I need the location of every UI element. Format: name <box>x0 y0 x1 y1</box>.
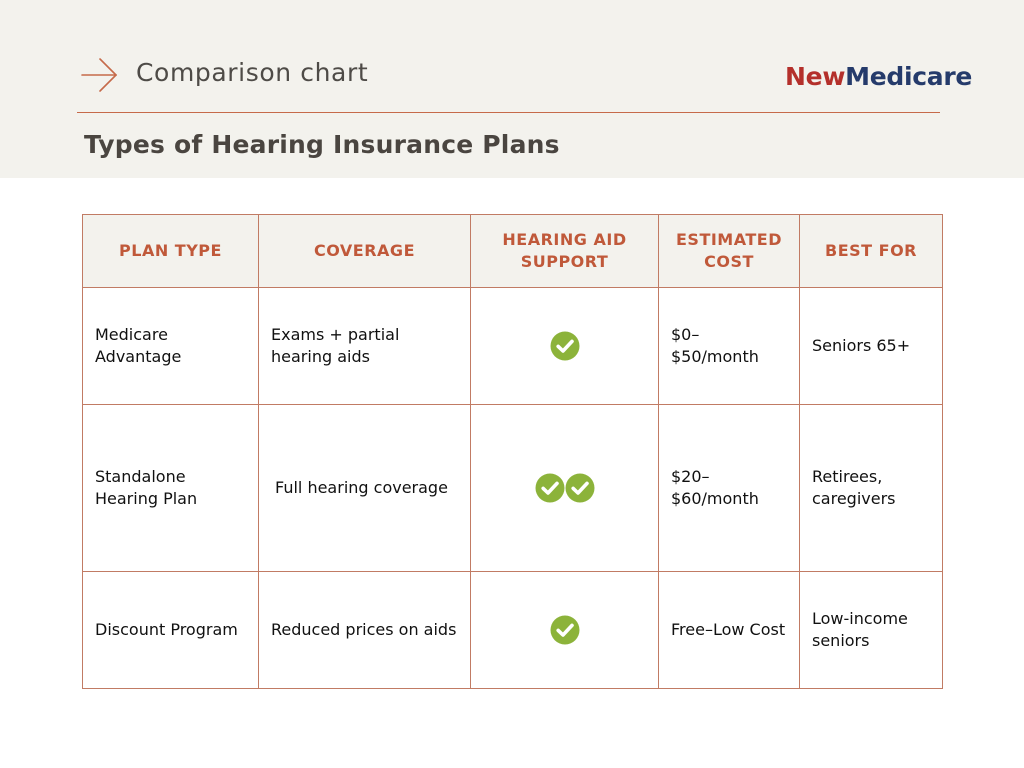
cell-hearing-aid-support <box>471 288 659 405</box>
table-row <box>83 405 943 572</box>
cell-plan-type: Standalone Hearing Plan <box>83 405 259 572</box>
cell-best-for: Seniors 65+ <box>800 288 943 405</box>
check-circle-icon <box>550 615 580 645</box>
check-circle-icon <box>550 331 580 361</box>
column-header-coverage: COVERAGE <box>259 215 471 288</box>
check-circle-icon <box>535 473 565 503</box>
arrow-right-icon <box>80 56 120 94</box>
column-header-best-for: BEST FOR <box>800 215 943 288</box>
cell-coverage: Full hearing coverage <box>259 405 471 572</box>
cell-coverage: Exams + partial hearing aids <box>259 288 471 405</box>
brand-logo[interactable] <box>785 62 972 91</box>
cell-plan-type: Medicare Advantage <box>83 288 259 405</box>
logo-part-new: New <box>785 62 846 91</box>
column-header-plan-type: PLAN TYPE <box>83 215 259 288</box>
logo-part-medicare: Medicare <box>845 62 972 91</box>
table-header-row <box>83 215 943 288</box>
cell-best-for: Retirees, caregivers <box>800 405 943 572</box>
check-circle-icon <box>565 473 595 503</box>
cell-estimated-cost: $20–$60/month <box>659 405 800 572</box>
comparison-table <box>82 214 943 689</box>
table-row <box>83 288 943 405</box>
page-title: Types of Hearing Insurance Plans <box>84 130 560 159</box>
cell-best-for: Low-income seniors <box>800 572 943 689</box>
header-divider <box>77 112 940 113</box>
cell-plan-type: Discount Program <box>83 572 259 689</box>
cell-coverage: Reduced prices on aids <box>259 572 471 689</box>
section-kicker: Comparison chart <box>136 58 369 87</box>
cell-hearing-aid-support <box>471 405 659 572</box>
cell-hearing-aid-support <box>471 572 659 689</box>
table-row <box>83 572 943 689</box>
column-header-hearing-aid-support: HEARING AID SUPPORT <box>471 215 659 288</box>
column-header-estimated-cost: ESTIMATED COST <box>659 215 800 288</box>
cell-estimated-cost: Free–Low Cost <box>659 572 800 689</box>
cell-estimated-cost: $0–$50/month <box>659 288 800 405</box>
